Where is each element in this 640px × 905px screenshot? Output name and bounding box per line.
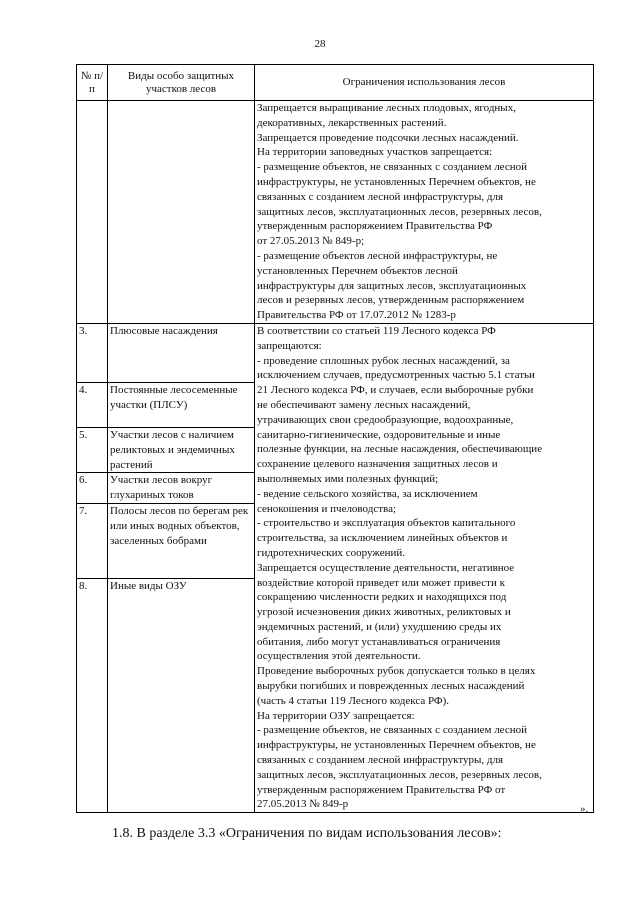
row-num: 7. bbox=[77, 504, 108, 579]
text-line: воздействие которой приведет или может привести к bbox=[257, 576, 505, 589]
text-line: обитания, либо могут устанавливаться ограничения bbox=[257, 635, 501, 648]
header-type: Виды особо защитных участков лесов bbox=[108, 65, 255, 101]
header-limits: Ограничения использования лесов bbox=[255, 65, 594, 101]
text-line: не обеспечивают замену лесных насаждений, bbox=[257, 398, 471, 411]
text-line: сенокошения и пчеловодства; bbox=[257, 502, 397, 515]
shared-limits-cell bbox=[255, 323, 594, 812]
text-line: Проведение выборочных рубок допускается только в целях bbox=[257, 665, 536, 678]
row-type: Иные виды ОЗУ bbox=[108, 579, 255, 813]
text-line: - строительство и эксплуатация объектов капитального bbox=[257, 517, 516, 530]
text-line: декоративных, лекарственных растений. bbox=[257, 116, 447, 129]
text-line: связанных с созданием лесной инфраструктуры, для bbox=[257, 190, 504, 203]
text-line: Запрещается выращивание лесных плодовых, ягодных, bbox=[257, 102, 516, 114]
table-header-row bbox=[77, 65, 594, 101]
text-line: В соответствии со статьей 119 Лесного кодекса РФ bbox=[257, 324, 496, 337]
text-line: инфраструктуры, не установленных Перечнем объектов, не bbox=[257, 739, 536, 752]
text-line: строительства, за исключением линейных объектов и bbox=[257, 532, 508, 545]
text-line: санитарно-гигиенические, оздоровительные и иные bbox=[257, 428, 501, 441]
row-num bbox=[77, 101, 108, 324]
text-line: Запрещается осуществление деятельности, негативное bbox=[257, 561, 515, 574]
row-num: 5. bbox=[77, 427, 108, 472]
table-row bbox=[77, 323, 594, 382]
text-line: - размещение объектов, не связанных с созданием лесной bbox=[257, 724, 527, 737]
text-line: - размещение объектов лесной инфраструктуры, не bbox=[257, 249, 498, 262]
text-line: защитных лесов, эксплуатационных лесов, резервных лесов, bbox=[257, 768, 542, 781]
row-type: Полосы лесов по берегам рек или иных водных объектов, заселенных бобрами bbox=[108, 504, 255, 579]
text-line: от 27.05.2013 № 849-р; bbox=[257, 235, 365, 248]
text-line: На территории заповедных участков запрещается: bbox=[257, 146, 493, 159]
text-line: (часть 4 статьи 119 Лесного кодекса РФ). bbox=[257, 694, 450, 707]
text-line: Правительства РФ от 17.07.2012 № 1283-р bbox=[257, 309, 456, 322]
closing-paragraph: 1.8. В разделе 3.3 «Ограничения по видам использования лесов»: bbox=[112, 826, 502, 841]
text-line: исключением случаев, предусмотренных частью 5.1 статьи bbox=[257, 369, 535, 382]
row-num: 3. bbox=[77, 323, 108, 382]
text-line: сокращению численности редких и находящихся под bbox=[257, 591, 507, 604]
text-line: утвержденным распоряжением Правительства РФ bbox=[257, 220, 493, 233]
text-line: сохранение целевого назначения защитных лесов и bbox=[257, 458, 498, 471]
text-line: осуществления этой деятельности. bbox=[257, 650, 421, 663]
continued-limits-cell bbox=[255, 101, 594, 324]
text-line: - размещение объектов, не связанных с созданием лесной bbox=[257, 161, 527, 174]
text-line: На территории ОЗУ запрещается: bbox=[257, 709, 415, 722]
text-line: установленных Перечнем объектов лесной bbox=[257, 264, 458, 277]
text-line: выполняемых ими полезных функций; bbox=[257, 472, 439, 485]
text-line: утвержденным распоряжением Правительства РФ от bbox=[257, 783, 506, 796]
text-line: угрозой исчезновения диких животных, реликтовых и bbox=[257, 606, 511, 619]
text-line: - ведение сельского хозяйства, за исключением bbox=[257, 487, 478, 500]
text-line: защитных лесов, эксплуатационных лесов, резервных лесов, bbox=[257, 205, 542, 218]
text-line: утрачивающих свои средообразующие, водоохранные, bbox=[257, 413, 514, 426]
row-type: Участки лесов с наличием реликтовых и эндемичных растений bbox=[108, 427, 255, 472]
row-type bbox=[108, 101, 255, 324]
row-num: 8. bbox=[77, 579, 108, 813]
quote-end: ». bbox=[580, 803, 589, 815]
row-num: 4. bbox=[77, 382, 108, 427]
text-line: гидротехнических сооружений. bbox=[257, 546, 406, 559]
text-line: вырубки погибших и поврежденных лесных насаждений bbox=[257, 680, 525, 693]
text-line: Запрещается проведение подсочки лесных насаждений. bbox=[257, 131, 519, 144]
table-row-continued bbox=[77, 101, 594, 324]
text-line: 27.05.2013 № 849-р bbox=[257, 798, 349, 811]
header-num: № п/п bbox=[77, 65, 108, 101]
continued-limits-text bbox=[257, 101, 591, 323]
text-line: связанных с созданием лесной инфраструктуры, для bbox=[257, 754, 504, 767]
text-line: лесов и резервных лесов, утвержденным распоряжением bbox=[257, 294, 525, 307]
page-number: 28 bbox=[314, 38, 326, 50]
text-line: полезные функции, на лесные насаждения, обеспечивающие bbox=[257, 443, 543, 456]
forest-restrictions-table bbox=[76, 64, 594, 813]
text-line: эндемичных растений, и (или) ухудшению среды их bbox=[257, 620, 502, 633]
text-line: 21 Лесного кодекса РФ, и случаев, если выборочные рубки bbox=[257, 384, 534, 397]
row-type: Участки лесов вокруг глухариных токов bbox=[108, 473, 255, 504]
text-line: инфраструктуры, не установленных Перечнем объектов, не bbox=[257, 175, 536, 188]
text-line: - проведение сплошных рубок лесных насаждений, за bbox=[257, 354, 510, 367]
text-line: инфраструктуры для защитных лесов, эксплуатационных bbox=[257, 279, 527, 292]
row-type: Плюсовые насаждения bbox=[108, 323, 255, 382]
text-line: запрещаются: bbox=[257, 339, 322, 352]
shared-limits-text bbox=[257, 324, 591, 812]
row-type: Постоянные лесосеменные участки (ПЛСУ) bbox=[108, 382, 255, 427]
row-num: 6. bbox=[77, 473, 108, 504]
